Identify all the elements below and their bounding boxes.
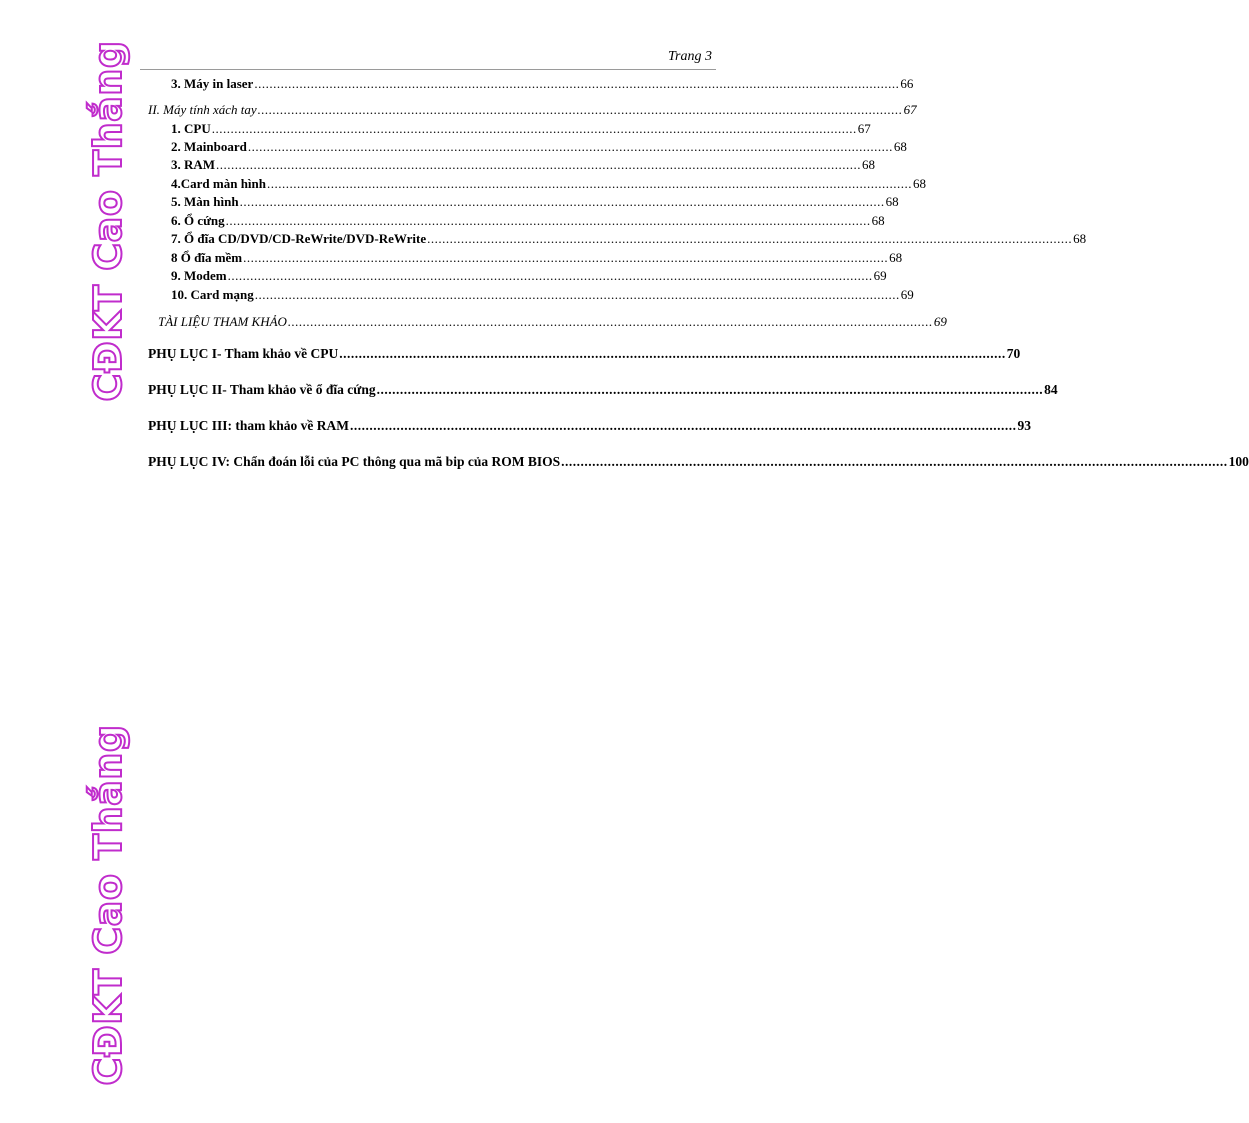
toc-entry-label: 6. Ổ cứng (171, 213, 225, 228)
toc-entry[interactable] (171, 139, 907, 156)
toc-entry-label: PHỤ LỤC I- Tham khảo về CPU (148, 346, 339, 361)
dot-leader: ............................................................................................................................................................................ (239, 194, 885, 209)
dot-leader: ............................................................................................................................................................................ (339, 346, 1006, 361)
toc-entry-page: 68 (862, 157, 876, 172)
toc-entry-page: 67 (857, 121, 871, 136)
toc-entry-page: 68 (885, 194, 899, 209)
toc-entry-label: PHỤ LỤC II- Tham khảo về ổ đĩa cứng (148, 382, 376, 397)
dot-leader: ............................................................................................................................................................................ (243, 250, 889, 265)
toc-entry[interactable] (148, 454, 1249, 472)
toc-entry-page: 68 (889, 250, 903, 265)
toc-entry-label: 8 Ổ đĩa mềm (171, 250, 243, 265)
toc-entry[interactable] (158, 314, 947, 331)
dot-leader: ............................................................................................................................................................................ (267, 176, 912, 191)
toc-entry-label: 1. CPU (171, 121, 211, 136)
toc-entry-label: PHỤ LỤC III: tham khảo về RAM (148, 418, 350, 433)
toc-entry-label: 3. Máy in laser (171, 76, 254, 91)
toc-entry-page: 84 (1044, 382, 1058, 397)
toc-entry-page: 69 (900, 287, 914, 302)
toc-entry[interactable] (171, 231, 1087, 248)
toc-entry[interactable] (171, 121, 871, 138)
dot-leader: ............................................................................................................................................................................ (227, 268, 873, 283)
dot-leader: ............................................................................................................................................................................ (350, 418, 1017, 433)
dot-leader: ............................................................................................................................................................................ (254, 76, 900, 91)
toc-entry-page: 68 (1073, 231, 1087, 246)
toc-entry-page: 93 (1017, 418, 1032, 433)
toc-entry[interactable] (171, 76, 914, 93)
dot-leader: ............................................................................................................................................................................ (254, 287, 900, 302)
toc-entry-page: 67 (903, 102, 917, 117)
toc-entry-label: 10. Card mạng (171, 287, 254, 302)
dot-leader: ............................................................................................................................................................................ (561, 454, 1228, 469)
dot-leader: ............................................................................................................................................................................ (225, 213, 871, 228)
toc-entry[interactable] (148, 102, 917, 119)
dot-leader: ............................................................................................................................................................................ (427, 231, 1073, 246)
dot-leader: ............................................................................................................................................................................ (257, 102, 903, 117)
dot-leader: ............................................................................................................................................................................ (287, 314, 933, 329)
toc-entry[interactable] (171, 176, 926, 193)
dot-leader: ............................................................................................................................................................................ (216, 157, 862, 172)
toc-entry-label: 2. Mainboard (171, 139, 247, 154)
dot-leader: ............................................................................................................................................................................ (211, 121, 857, 136)
toc-entry-page: 69 (933, 314, 947, 329)
toc-entry-page: 66 (900, 76, 914, 91)
toc-entry-label: TÀI LIỆU THAM KHẢO (158, 314, 287, 329)
dot-leader: ............................................................................................................................................................................ (247, 139, 893, 154)
toc-entry-page: 69 (873, 268, 887, 283)
toc-entry-page: 68 (913, 176, 926, 191)
dot-leader: ............................................................................................................................................................................ (376, 382, 1044, 397)
toc-entry-label: 3. RAM (171, 157, 216, 172)
toc-entry[interactable] (148, 346, 1021, 364)
toc-entry-page: 68 (871, 213, 885, 228)
toc-entry[interactable] (171, 213, 885, 230)
toc-entry[interactable] (171, 250, 903, 267)
toc-entry-page: 70 (1006, 346, 1021, 361)
toc-entry[interactable] (148, 418, 1032, 436)
toc-entry[interactable] (148, 382, 1058, 400)
toc-entry-label: 7. Ổ đĩa CD/DVD/CD-ReWrite/DVD-ReWrite (171, 231, 427, 246)
page-header (140, 47, 716, 70)
watermark-text: CĐKT Cao Thắng (86, 40, 130, 402)
toc-entry-label: II. Máy tính xách tay (148, 102, 257, 117)
toc-entry[interactable] (171, 268, 887, 285)
toc-entry-page: 100 (1228, 454, 1249, 469)
toc-entry-label: PHỤ LỤC IV: Chẩn đoán lỗi của PC thông qua mã bip của ROM BIOS (148, 454, 561, 469)
toc-entry[interactable] (171, 287, 914, 304)
toc-entry-page: 68 (893, 139, 907, 154)
toc-entry-label: 9. Modem (171, 268, 227, 283)
watermark-text: CĐKT Cao Thắng (86, 724, 130, 1086)
toc-entry[interactable] (171, 157, 876, 174)
toc-entry-label: 4.Card màn hình (171, 176, 266, 191)
page-number: Trang 3 (668, 49, 712, 64)
toc-entry[interactable] (171, 194, 899, 211)
toc-entry-label: 5. Màn hình (171, 194, 239, 209)
